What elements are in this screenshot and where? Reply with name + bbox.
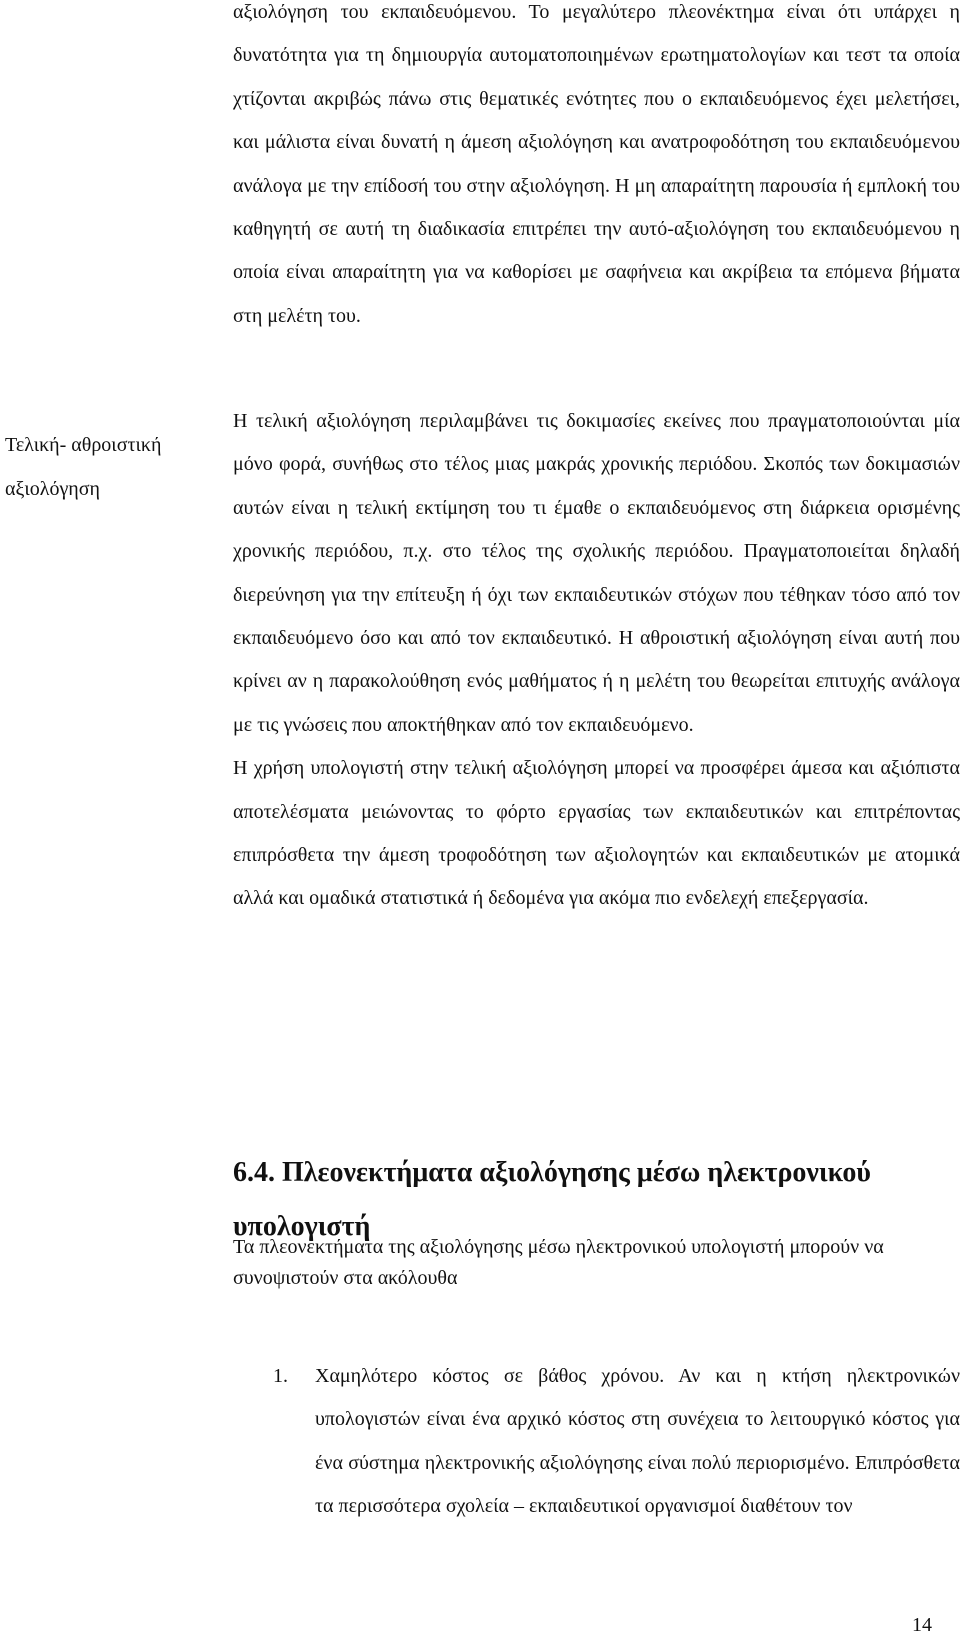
body-text-column-top [233,0,960,338]
list-item [233,1355,960,1529]
paragraph-summative-definition: Η τελική αξιολόγηση περιλαμβάνει τις δοκιμασίες εκείνες που πραγματοποιούνται μία μόνο φορά, συνήθως στο τέλος μιας μακράς χρονικής περιόδου. Σκοπός των δοκιμασιών αυτών είναι η τελική εκτίμηση του τι έμαθε ο εκπαιδευόμενος στη διάρκεια ορισμένης χρονικής περιόδου, π.χ. στο τέλος της σχολικής περιόδου. Πραγματοποιείται δηλαδή διερεύνηση για την επίτευξη ή όχι των εκπαιδευτικών στόχων που τέθηκαν τόσο από τον εκπαιδευόμενο όσο και από τον εκπαιδευτικό. Η αθροιστική αξιολόγηση είναι αυτή που κρίνει αν η παρακολούθηση ενός μαθήματος ή η μελέτη του θεωρείται επιτυχής ανάλογα με τις γνώσεις που αποκτήθηκαν από τον εκπαιδευόμενο. [233,410,960,736]
paragraph-advantages-intro: Τα πλεονεκτήματα της αξιολόγησης μέσω ηλεκτρονικού υπολογιστή μπορούν να συνοψιστούν στα ακόλουθα [233,1236,884,1289]
advantages-list [233,1355,960,1529]
section-heading: 6.4. Πλεονεκτήματα αξιολόγησης μέσω ηλεκτρονικού υπολογιστή [233,1157,871,1242]
list-item-text: Χαμηλότερο κόστος σε βάθος χρόνου. Αν και η κτήση ηλεκτρονικών υπολογιστών είναι ένα αρχικό κόστος στη συνέχεια το λειτουργικό κόστος για ένα σύστημα ηλεκτρονικής αξιολόγησης είναι πολύ περιορισμένο. Επιπρόσθετα τα περισσότερα σχολεία – εκπαιδευτικοί οργανισμοί διαθέτουν τον [315,1365,960,1518]
list-item-number: 1. [273,1365,288,1387]
side-label-summative: Τελική- αθροιστική αξιολόγηση [5,434,162,500]
intro-block [233,1232,960,1294]
page-number: 14 [912,1614,932,1636]
body-text-column-middle [233,400,960,921]
paragraph-formative-continuation: αξιολόγηση του εκπαιδευόμενου. Το μεγαλύτερο πλεονέκτημα είναι ότι υπάρχει η δυνατότητα για τη δημιουργία αυτοματοποιημένων ερωτηματολογίων και τεστ τα οποία χτίζονται ακριβώς πάνω στις θεματικές ενότητες που ο εκπαιδευόμενος έχει μελετήσει, και μάλιστα είναι δυνατή η άμεση αξιολόγηση και ανατροφοδότηση του εκπαιδευόμενου ανάλογα με την επίδοσή του στην αξιολόγηση. Η μη απαραίτητη παρουσία ή εμπλοκή του καθηγητή σε αυτή τη διαδικασία επιτρέπει την αυτό-αξιολόγηση του εκπαιδευόμενου η οποία είναι απαραίτητη για να καθορίσει με σαφήνεια και ακρίβεια τα επόμενα βήματα στη μελέτη του. [233,1,960,327]
paragraph-computer-summative: Η χρήση υπολογιστή στην τελική αξιολόγηση μπορεί να προσφέρει άμεσα και αξιόπιστα αποτελέσματα μειώνοντας το φόρτο εργασίας των εκπαιδευτικών και επιτρέποντας επιπρόσθετα την άμεση τροφοδότηση των αξιολογητών και εκπαιδευτικών με ατομικά αλλά και ομαδικά στατιστικά ή δεδομένα για ακόμα πιο ενδελεχή επεξεργασία. [233,757,960,910]
